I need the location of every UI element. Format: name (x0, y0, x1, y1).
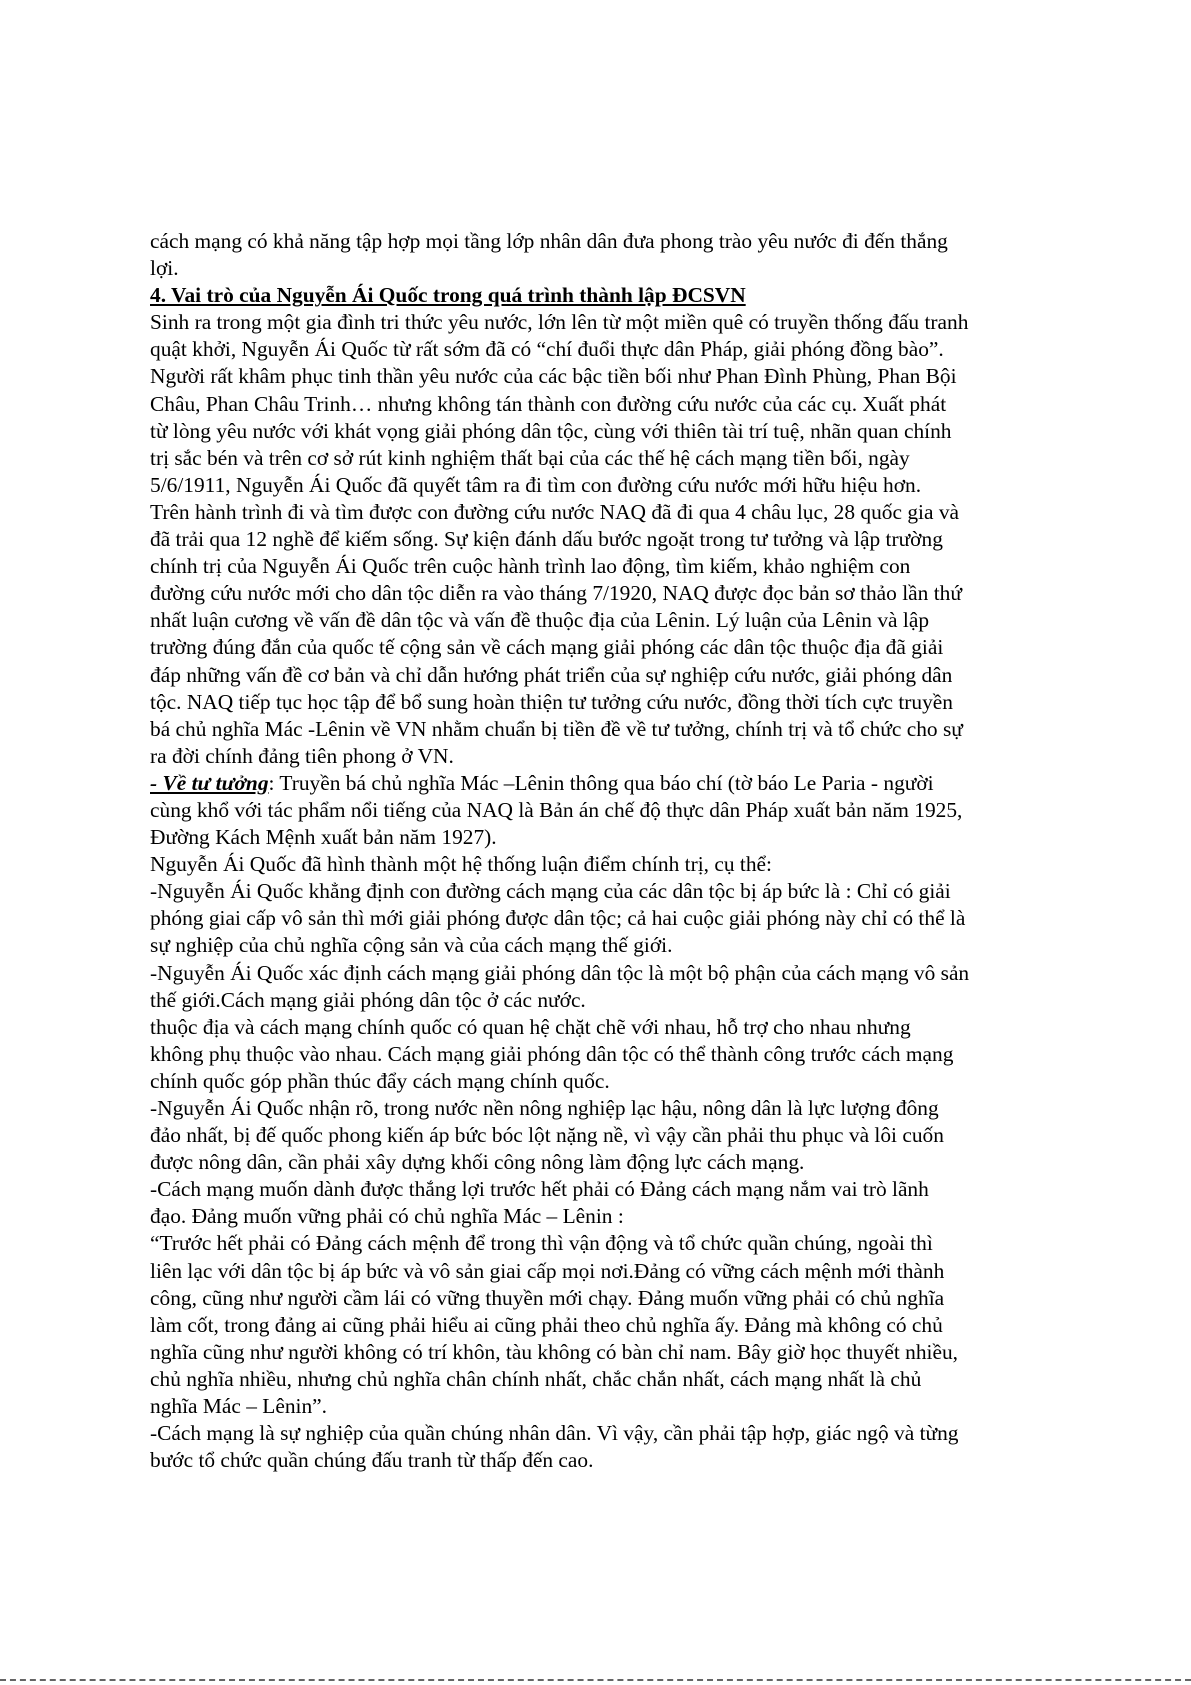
paragraph-line: trị sắc bén và trên cơ sở rút kinh nghiệm thất bại của các thế hệ cách mạng tiền bối, ngày (150, 445, 910, 470)
paragraph-line: từ lòng yêu nước với khát vọng giải phóng dân tộc, cùng với thiên tài trí tuệ, nhãn quan chính (150, 418, 952, 443)
paragraph-line: đảo nhất, bị đế quốc phong kiến áp bức bóc lột nặng nề, vì vậy cần phải thu phục và lôi cuốn (150, 1123, 944, 1148)
paragraph-line: -Cách mạng là sự nghiệp của quần chúng nhân dân. Vì vậy, cần phải tập hợp, giác ngộ và từng (150, 1421, 959, 1446)
paragraph-line: cách mạng có khả năng tập hợp mọi tầng lớp nhân dân đưa phong trào yêu nước đi đến thắng (150, 229, 948, 253)
paragraph-line: Nguyễn Ái Quốc đã hình thành một hệ thống luận điểm chính trị, cụ thể: (150, 852, 772, 877)
paragraph-line: nghĩa cũng như người không có trí khôn, tàu không có bàn chỉ nam. Bây giờ học thuyết nhiều, (150, 1339, 959, 1364)
paragraph-line: đạo. Đảng muốn vững phải có chủ nghĩa Mác – Lênin : (150, 1204, 624, 1229)
paragraph-line: Đường Kách Mệnh xuất bản năm 1927). (150, 825, 497, 850)
paragraph-line: nhất luận cương về vấn đề dân tộc và vấn đề thuộc địa của Lênin. Lý luận của Lênin và lập (150, 608, 930, 633)
paragraph-line: bước tổ chức quần chúng đấu tranh từ thấp đến cao. (150, 1448, 594, 1473)
paragraph-line: -Nguyễn Ái Quốc nhận rõ, trong nước nền nông nghiệp lạc hậu, nông dân là lực lượng đông (150, 1096, 939, 1120)
paragraph-line: chính trị của Nguyễn Ái Quốc trên cuộc hành trình lao động, tìm kiếm, khảo nghiệm con (150, 554, 911, 579)
paragraph-line: đáp những vấn đề cơ bản và chỉ dẫn hướng phát triển của sự nghiệp cứu nước, giải phóng dân (150, 662, 953, 687)
section-heading: 4. Vai trò của Nguyễn Ái Quốc trong quá trình thành lập ĐCSVN (150, 283, 746, 308)
paragraph-line: -Nguyễn Ái Quốc khẳng định con đường cách mạng của các dân tộc bị áp bức là : Chỉ có giải (150, 879, 951, 904)
paragraph-line: bá chủ nghĩa Mác -Lênin về VN nhằm chuẩn bị tiền đề về tư tưởng, chính trị và tổ chức cho sự (150, 716, 963, 741)
paragraph-line: không phụ thuộc vào nhau. Cách mạng giải phóng dân tộc có thể thành công trước cách mạng (150, 1041, 954, 1066)
paragraph-line: đường cứu nước mới cho dân tộc diễn ra vào tháng 7/1920, NAQ được đọc bản sơ thảo lần thứ (150, 581, 962, 606)
paragraph-line: làm cốt, trong đảng ai cũng phải hiểu ai cũng phải theo chủ nghĩa ấy. Đảng mà không có chủ (150, 1312, 943, 1337)
paragraph-line: thế giới.Cách mạng giải phóng dân tộc ở các nước. (150, 987, 586, 1012)
paragraph-line: ra đời chính đảng tiên phong ở VN. (150, 743, 454, 768)
paragraph-line: phóng giai cấp vô sản thì mới giải phóng được dân tộc; cả hai cuộc giải phóng này chỉ có thể là (150, 906, 966, 931)
paragraph-line: công, cũng như người cầm lái có vững thuyền mới chạy. Đảng muốn vững phải có chủ nghĩa (150, 1285, 945, 1310)
paragraph-line: 5/6/1911, Nguyễn Ái Quốc đã quyết tâm ra đi tìm con đường cứu nước mới hữu hiệu hơn. (150, 472, 922, 497)
paragraph-line: chủ nghĩa nhiều, nhưng chủ nghĩa chân chính nhất, chắc chắn nhất, cách mạng nhất là chủ (150, 1366, 922, 1391)
page-bottom-rule (0, 1679, 1191, 1683)
paragraph-line: Trên hành trình đi và tìm được con đường cứu nước NAQ đã đi qua 4 châu lục, 28 quốc gia và (150, 499, 960, 524)
section-label: - Về tư tưởng (150, 770, 269, 795)
paragraph-line: đã trải qua 12 nghề để kiếm sống. Sự kiện đánh dấu bước ngoặt trong tư tưởng và lập trường (150, 527, 943, 552)
paragraph-line: được nông dân, cần phải xây dựng khối công nông làm động lực cách mạng. (150, 1150, 805, 1175)
paragraph-line: liên lạc với dân tộc bị áp bức và vô sản giai cấp mọi nơi.Đảng có vững cách mệnh mới thành (150, 1258, 945, 1283)
paragraph-line: Châu, Phan Châu Trinh… nhưng không tán thành con đường cứu nước của các cụ. Xuất phát (150, 391, 947, 416)
paragraph-line: -Cách mạng muốn dành được thắng lợi trước hết phải có Đảng cách mạng nắm vai trò lãnh (150, 1177, 929, 1202)
paragraph-line: cùng khổ với tác phẩm nổi tiếng của NAQ là Bản án chế độ thực dân Pháp xuất bản năm 1925, (150, 797, 963, 822)
paragraph-line: chính quốc góp phần thúc đẩy cách mạng chính quốc. (150, 1068, 610, 1093)
paragraph-line: tộc. NAQ tiếp tục học tập để bổ sung hoàn thiện tư tưởng cứu nước, đồng thời tích cực truyền (150, 689, 953, 714)
paragraph-line: Người rất khâm phục tinh thần yêu nước của các bậc tiền bối như Phan Đình Phùng, Phan Bội (150, 364, 957, 389)
paragraph-line: thuộc địa và cách mạng chính quốc có quan hệ chặt chẽ với nhau, hỗ trợ cho nhau nhưng (150, 1014, 911, 1039)
paragraph-line: -Nguyễn Ái Quốc xác định cách mạng giải phóng dân tộc là một bộ phận của cách mạng vô sản (150, 960, 970, 985)
paragraph-line: sự nghiệp của chủ nghĩa cộng sản và của cách mạng thế giới. (150, 933, 673, 958)
paragraph-line: lợi. (150, 256, 179, 281)
paragraph-line (150, 770, 1055, 797)
paragraph-line: nghĩa Mác – Lênin”. (150, 1394, 328, 1419)
line-text: : Truyền bá chủ nghĩa Mác –Lênin thông qua báo chí (tờ báo Le Paria - người (268, 770, 934, 795)
document-body (150, 228, 1055, 1474)
paragraph-line: “Trước hết phải có Đảng cách mệnh để trong thì vận động và tổ chức quần chúng, ngoài thì (150, 1231, 933, 1256)
paragraph-line: trường đúng đắn của quốc tế cộng sản về cách mạng giải phóng các dân tộc thuộc địa đã giải (150, 635, 944, 660)
paragraph-line: Sinh ra trong một gia đình tri thức yêu nước, lớn lên từ một miền quê có truyền thống đấu tranh (150, 310, 969, 335)
paragraph-line: quật khởi, Nguyễn Ái Quốc từ rất sớm đã có “chí đuổi thực dân Pháp, giải phóng đồng bào”. (150, 337, 944, 362)
